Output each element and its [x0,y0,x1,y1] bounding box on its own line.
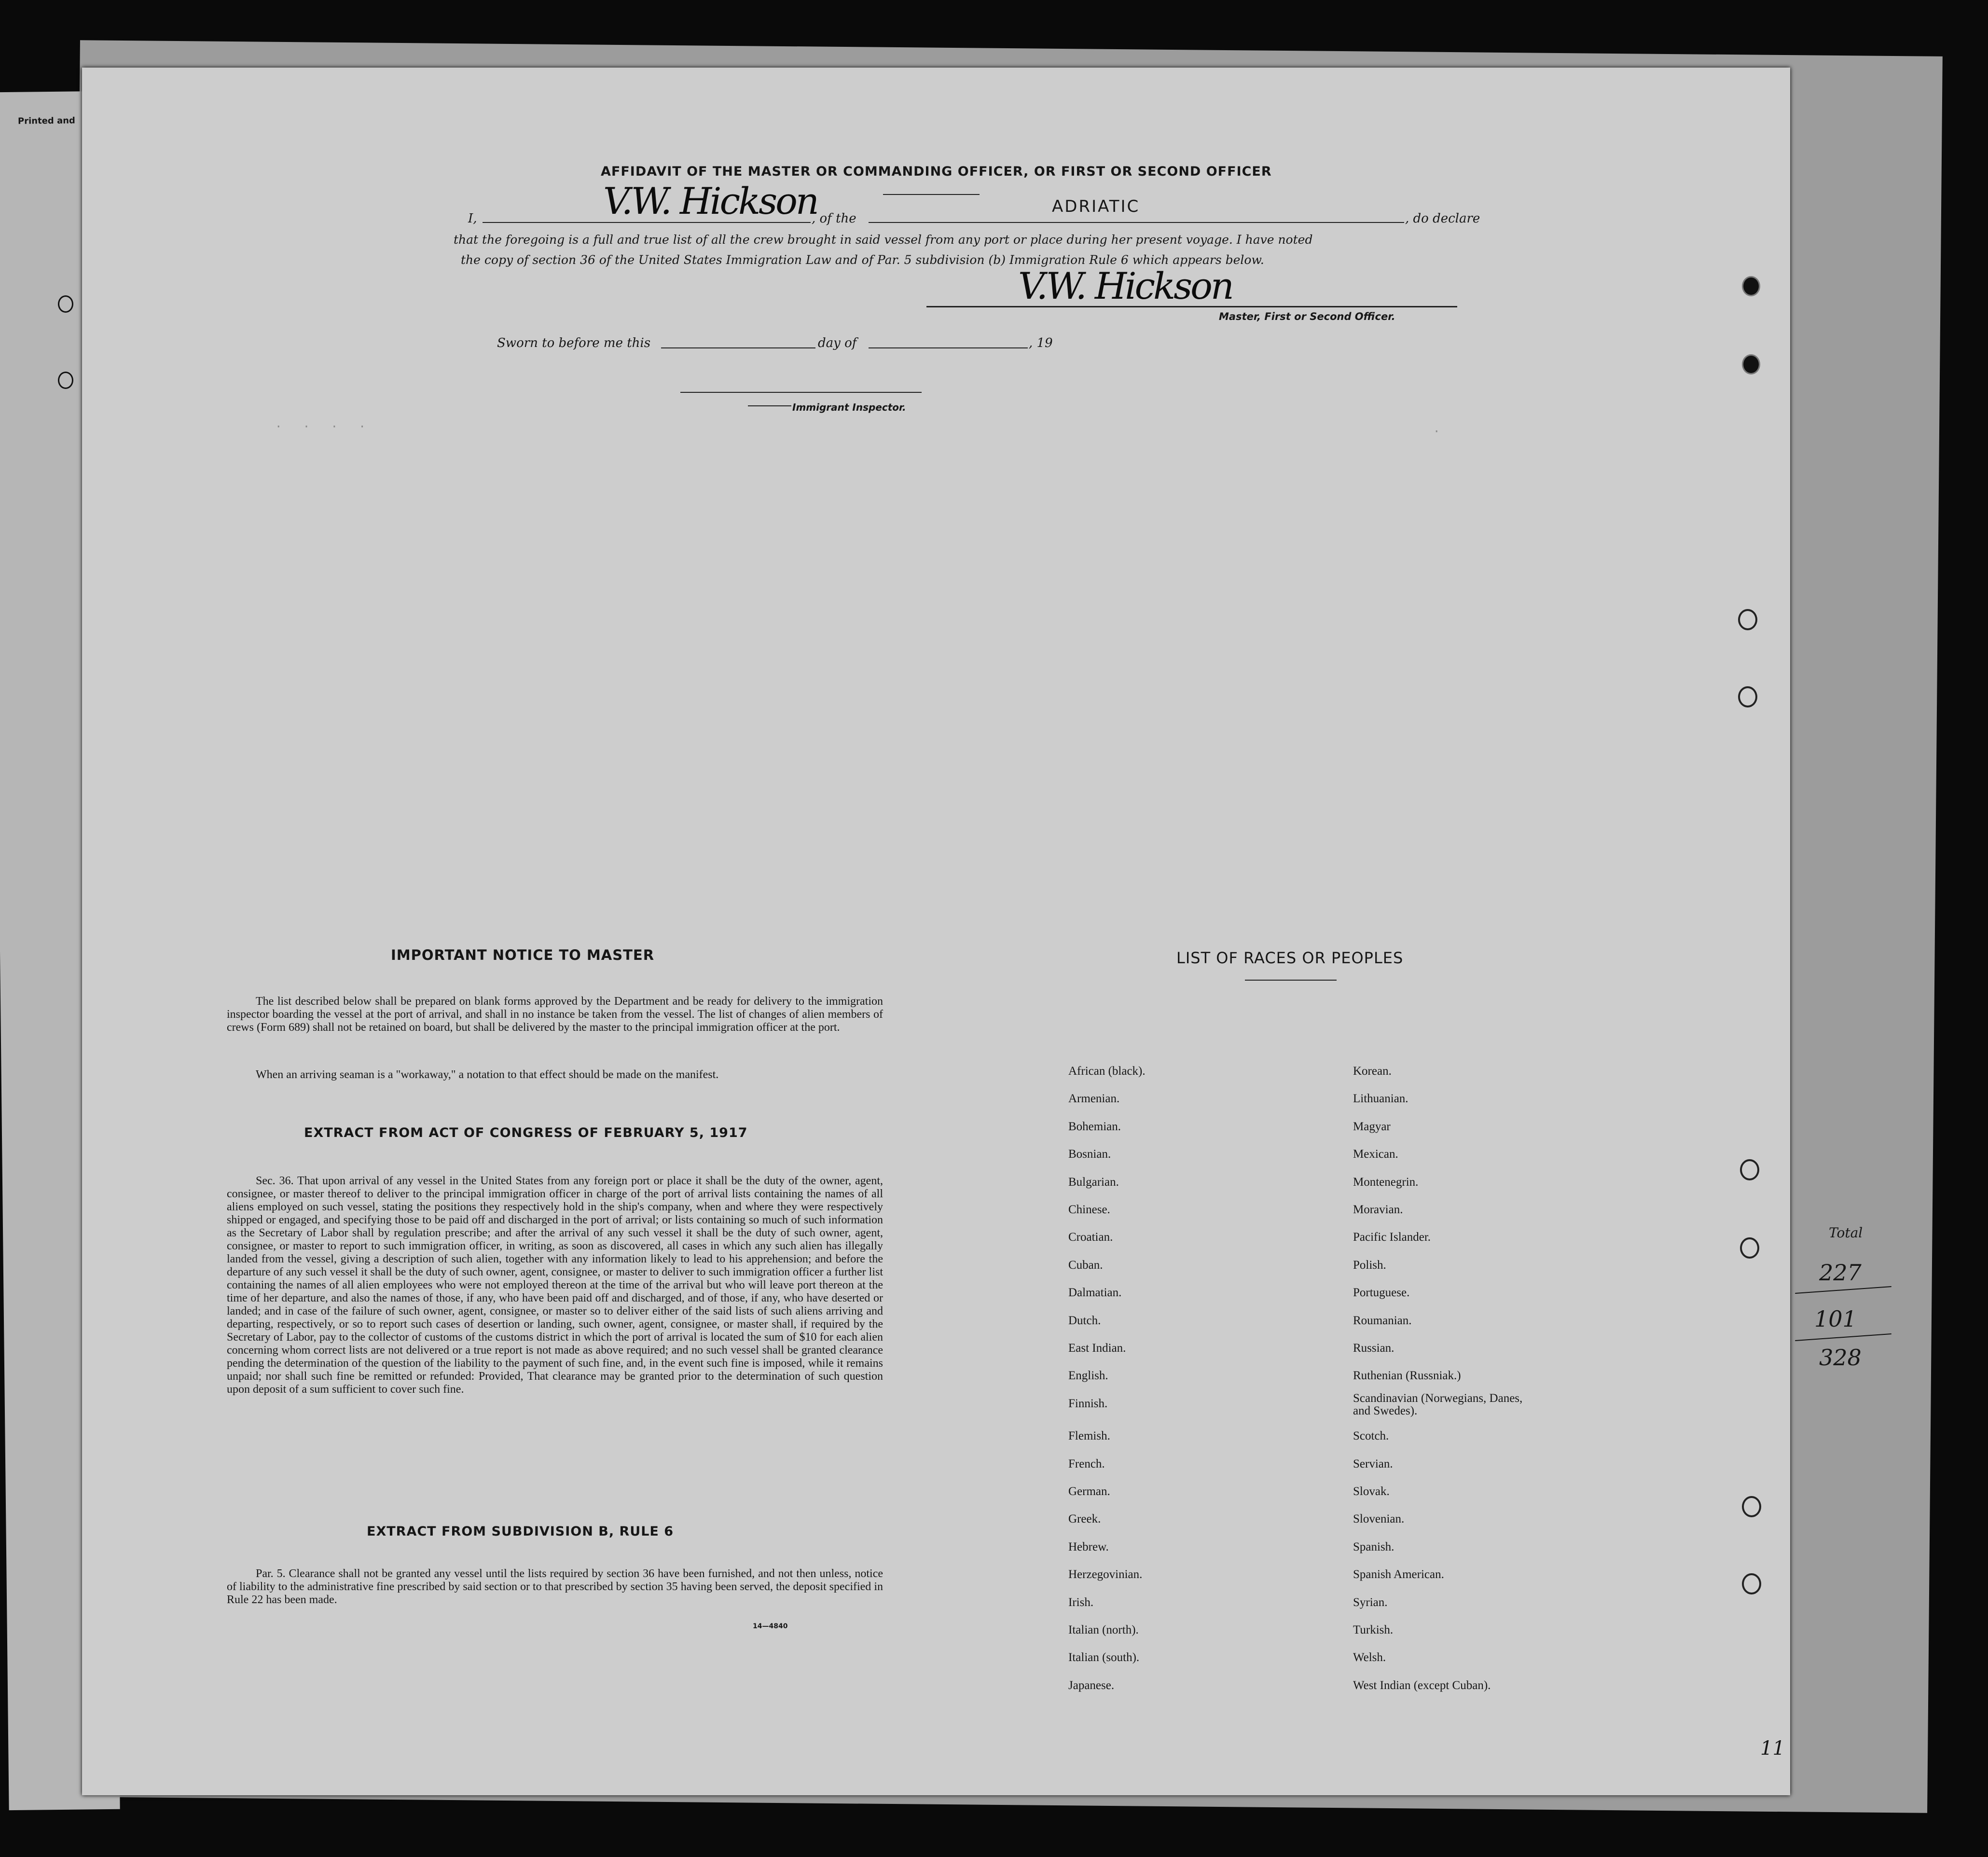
extract-act-body: Sec. 36. That upon arrival of any vessel in the United States from any foreign port or place it shall be the duty of the owner, agent, consignee, or master thereof to deliver to the principal immigration officer in charge of the port of arrival lists containing the names of all aliens employed on such vessel, stating the positions they respectively hold in the ship's company, when and where they were respectively shipped or engaged, and specifying those to be paid off and discharged in the port of arrival; or lists containing so much of such information as the Secretary of Labor shall by regulation prescribe; and after the arrival of any such vessel it shall be the duty of such owner, agent, consignee, or master to report to such immigration officer, in writing, as soon as discovered, all cases in which any such alien has illegally landed from the vessel, giving a description of such alien, together with any information likely to lead to his apprehension; and before the departure of any such vessel it shall be the duty of such owner, agent, consignee, or master to deliver to such immigration officer a further list containing the names of all alien employees who were not employed thereon at the time of the arrival but who will leave port thereon at the time of her departure, and also the names of those, if any, who have been paid off and discharged, and of those, if any, who have deserted or landed; and in case of the failure of such owner, agent, consignee, or master so to deliver either of the said lists of such aliens arriving and departing, respectively, or so to report such cases of desertion or landing, such owner, agent, consignee, or master shall, if required by the Secretary of Labor, pay to the collector of customs of the customs district in which the port of arrival is located the sum of $10 for each alien concerning whom correct lists are not delivered or a true report is not made as above required; and no such vessel shall be granted clearance pending the determination of the question of the liability to the payment of such fine, and, in the event such fine is imposed, while it remains unpaid; nor shall such fine be remitted or refunded: Provided, That clearance may be granted prior to the determination of such question upon deposit of a sum sufficient to cover such fine. [227,1175,883,1396]
extract-rule-title: EXTRACT FROM SUBDIVISION B, RULE 6 [367,1524,674,1539]
race-item: Scotch. [1353,1429,1389,1443]
inspector-line-upper [680,392,922,393]
race-item: French. [1068,1457,1105,1470]
race-item: Korean. [1353,1065,1392,1078]
races-title-rule [1245,980,1337,981]
vessel-name: ADRIATIC [1052,197,1140,216]
notice-paragraph-1: The list described below shall be prepared on blank forms approved by the Department and be ready for delivery to the immigration inspector boarding the vessel at the port of arrival, and shall in no instance be taken from the vessel. The list of changes of alien members of crews (Form 689) shall not be retained on board, but shall be delivered by the master to the principal immigration officer at the port. [227,995,883,1034]
race-item: Flemish. [1068,1429,1110,1443]
race-item: Lithuanian. [1353,1092,1408,1106]
races-title: LIST OF RACES OR PEOPLES [1176,949,1404,967]
race-item: Ruthenian (Russniak.) [1353,1369,1461,1383]
sworn-label: Sworn to before me this [497,336,651,350]
race-item: Dalmatian. [1068,1286,1122,1300]
extract-act-title: EXTRACT FROM ACT OF CONGRESS OF FEBRUARY 5, 1917 [304,1125,748,1140]
race-item: Bohemian. [1068,1120,1121,1133]
punch-hole [1742,354,1760,374]
race-item: Pacific Islander. [1353,1231,1431,1244]
race-item: German. [1068,1485,1110,1498]
affidavit-rule [883,194,980,195]
punch-hole [1742,1496,1761,1517]
do-declare-label: , do declare [1405,211,1480,226]
day-of-label: day of [818,336,857,350]
race-item: Herzegovinian. [1068,1568,1143,1581]
printed-and-edge-text: Printed and [17,115,75,126]
signature-caption: Master, First or Second Officer. [1219,311,1395,322]
race-item: Magyar [1353,1120,1391,1133]
punch-hole [1740,1237,1759,1259]
vessel-line [869,222,1404,223]
race-item: Spanish. [1353,1540,1394,1553]
race-item: Irish. [1068,1595,1094,1609]
race-item: Finnish. [1068,1397,1108,1410]
punch-hole [1742,1573,1761,1594]
race-item: Spanish American. [1353,1568,1444,1581]
race-item: Welsh. [1353,1651,1386,1664]
inspector-line-lower [748,405,791,406]
race-item: Roumanian. [1353,1314,1412,1327]
total-number-1: 227 [1819,1260,1862,1286]
punch-hole [1740,1159,1759,1180]
punch-hole [58,372,73,389]
officer-name-signature: V.W. Hickson [603,180,817,222]
race-item: Croatian. [1068,1231,1113,1244]
notice-title: IMPORTANT NOTICE TO MASTER [391,947,655,963]
race-item: Hebrew. [1068,1540,1109,1553]
month-line [869,347,1028,348]
inspector-caption: Immigrant Inspector. [792,402,906,413]
race-item: Slovak. [1353,1485,1390,1498]
sworn-date-line [661,347,815,348]
race-item: East Indian. [1068,1342,1126,1355]
race-item: Mexican. [1353,1148,1398,1161]
form-number: 14—4840 [753,1622,788,1630]
punch-hole [1738,686,1757,707]
corner-page-number: 11 [1760,1737,1785,1760]
punch-hole [1742,276,1760,296]
race-item: Portuguese. [1353,1286,1410,1300]
affidavit-title: AFFIDAVIT OF THE MASTER OR COMMANDING OFFICER, OR FIRST OR SECOND OFFICER [601,164,1272,179]
race-item: Servian. [1353,1457,1393,1470]
of-the-label: , of the [812,211,856,226]
race-item: Chinese. [1068,1203,1110,1216]
race-item: Turkish. [1353,1623,1394,1636]
affidavit-statement-line-2: the copy of section 36 of the United States Immigration Law and of Par. 5 subdivision (b) Immigration Rule 6 which appears below. [461,253,1264,267]
bleed-through-row: · · · · [275,420,366,433]
bleed-through-row: · [1433,425,1440,438]
race-item: Russian. [1353,1342,1394,1355]
race-item: Polish. [1353,1258,1386,1272]
punch-hole [58,295,73,313]
race-item: Armenian. [1068,1092,1120,1106]
race-item: Montenegrin. [1353,1175,1419,1189]
notice-paragraph-2: When an arriving seaman is a "workaway," a notation to that effect should be made on the manifest. [256,1068,719,1081]
race-item: Bosnian. [1068,1148,1111,1161]
total-label: Total [1829,1225,1863,1241]
race-item: African (black). [1068,1065,1146,1078]
race-item: Dutch. [1068,1314,1101,1327]
race-item: Bulgarian. [1068,1175,1119,1189]
race-item: Syrian. [1353,1595,1388,1609]
race-item: Cuban. [1068,1258,1103,1272]
race-item: Moravian. [1353,1203,1403,1216]
race-item: Japanese. [1068,1678,1115,1692]
race-item: West Indian (except Cuban). [1353,1678,1491,1692]
document-page [82,68,1790,1795]
race-item: Italian (south). [1068,1651,1140,1664]
total-number-2: 101 [1814,1306,1857,1332]
extract-rule-body: Par. 5. Clearance shall not be granted any vessel until the lists required by section 36 have been furnished, and not then unless, notice of liability to the administrative fine prescribed by said section or to that prescribed by section 35 having been served, the deposit specified in Rule 22 has been made. [227,1567,883,1606]
punch-hole [1738,609,1757,630]
race-item: Slovenian. [1353,1512,1405,1526]
year-label: , 19 [1029,336,1053,350]
race-item: English. [1068,1369,1108,1383]
race-item: Greek. [1068,1512,1101,1526]
i-label: I, [468,211,477,226]
race-item: Italian (north). [1068,1623,1139,1636]
race-item: Scandinavian (Norwegians, Danes, and Swedes). [1353,1391,1523,1417]
master-signature: V.W. Hickson [1018,264,1232,307]
total-number-3: 328 [1819,1344,1862,1371]
affidavit-statement-line-1: that the foregoing is a full and true list of all the crew brought in said vessel from any port or place during her present voyage. I have noted [454,233,1313,247]
